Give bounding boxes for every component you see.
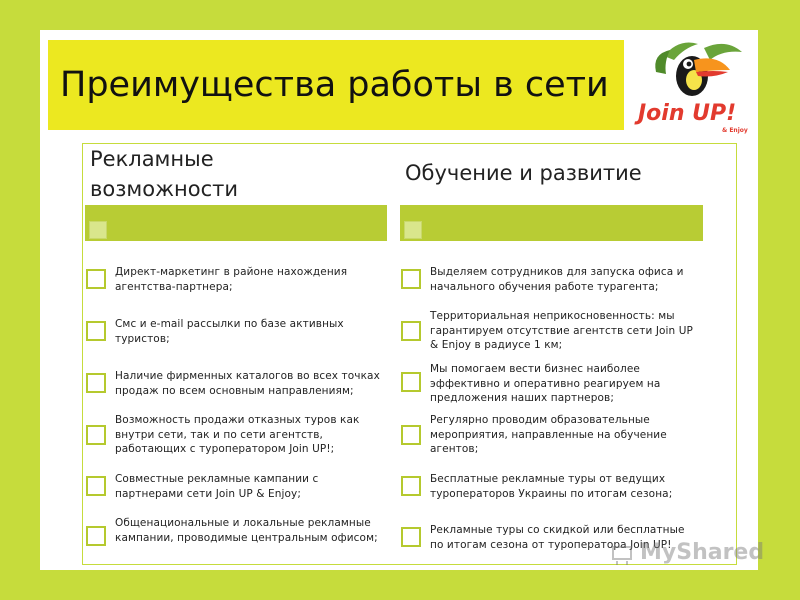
checkbox-icon bbox=[86, 425, 106, 445]
checkbox-icon bbox=[89, 221, 107, 239]
left-column-heading: Рекламные возможности bbox=[90, 147, 239, 201]
list-item-text: Наличие фирменных каталогов во всех точках продаж по всем основным направлениям; bbox=[115, 370, 380, 397]
list-item-text: Территориальная неприкосновенность: мы гарантируем отсутствие агентств сети Join UP & Enjoy в радиусе 1 км; bbox=[430, 310, 693, 351]
list-item bbox=[401, 309, 697, 353]
checkbox-icon bbox=[401, 425, 421, 445]
list-item bbox=[86, 369, 382, 398]
right-column-heading: Обучение и развитие bbox=[405, 161, 642, 185]
checkbox-icon bbox=[86, 526, 106, 546]
list-item bbox=[86, 516, 382, 546]
left-column-bar bbox=[85, 205, 387, 241]
list-item-text: Возможность продажи отказных туров как внутри сети, так и по сети агентств, работающих с туроператором Join UP!; bbox=[115, 414, 360, 455]
list-item-text: Общенациональные и локальные рекламные кампании, проводимые центральным офисом; bbox=[115, 517, 378, 544]
checkbox-icon bbox=[401, 321, 421, 341]
checkbox-icon bbox=[86, 373, 106, 393]
logo-subtext: & Enjoy bbox=[722, 127, 748, 134]
checkbox-icon bbox=[86, 476, 106, 496]
list-item bbox=[401, 472, 697, 501]
page-title: Преимущества работы в сети bbox=[60, 65, 609, 105]
checkbox-icon bbox=[401, 372, 421, 392]
title-bar bbox=[48, 40, 624, 130]
list-item bbox=[401, 362, 697, 406]
list-item-text: Мы помогаем вести бизнес наиболее эффективно и оперативно реагируем на предложения наших партнеров; bbox=[430, 363, 661, 404]
list-item bbox=[401, 265, 697, 294]
joinup-logo bbox=[634, 36, 752, 136]
list-item-text: Бесплатные рекламные туры от ведущих туроператоров Украины по итогам сезона; bbox=[430, 473, 673, 500]
list-item-text: Выделяем сотрудников для запуска офиса и начального обучения работе турагента; bbox=[430, 266, 684, 293]
list-item bbox=[86, 317, 382, 346]
list-item-text: Регулярно проводим образовательные мероприятия, направленные на обучение агентов; bbox=[430, 414, 667, 455]
list-item bbox=[401, 413, 697, 457]
right-column-bar bbox=[400, 205, 703, 241]
list-item-text: Директ-маркетинг в районе нахождения агентства-партнера; bbox=[115, 266, 348, 293]
list-item bbox=[86, 472, 382, 501]
list-item bbox=[86, 413, 382, 457]
checkbox-icon bbox=[401, 269, 421, 289]
checkbox-icon bbox=[86, 269, 106, 289]
checkbox-icon bbox=[86, 321, 106, 341]
list-item bbox=[86, 265, 382, 294]
list-item-text: Смс и e-mail рассылки по базе активных туристов; bbox=[115, 318, 344, 345]
checkbox-icon bbox=[401, 527, 421, 547]
checkbox-icon bbox=[404, 221, 422, 239]
logo-text: Join UP! bbox=[638, 101, 737, 126]
checkbox-icon bbox=[401, 476, 421, 496]
list-item-text: Рекламные туры со скидкой или бесплатные по итогам сезона от туроператора Join UP! bbox=[430, 524, 685, 551]
watermark-icon bbox=[611, 543, 635, 567]
watermark: MyShared bbox=[640, 540, 765, 565]
list-item-text: Совместные рекламные кампании с партнерами сети Join UP & Enjoy; bbox=[115, 473, 319, 500]
